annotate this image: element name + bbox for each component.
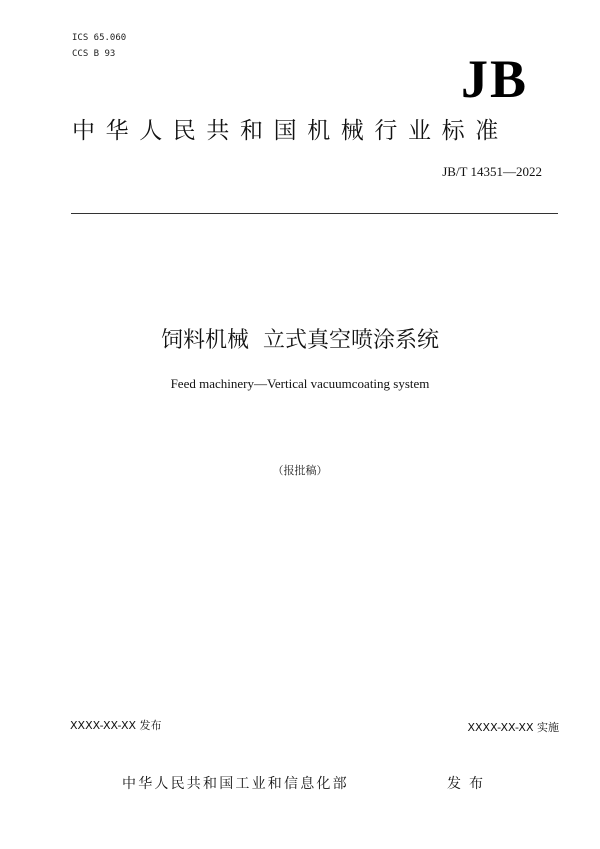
ics-code: ICS 65.060 — [72, 33, 127, 43]
header-divider — [71, 213, 558, 214]
standard-number: JB/T 14351—2022 — [442, 164, 542, 179]
jb-logo: JB — [460, 49, 528, 109]
standard-category-title: 中华人民共和国机械行业标准 — [72, 118, 509, 144]
issue-date: XXXX-XX-XX 发布 — [70, 719, 162, 732]
document-title-en: Feed machinery—Vertical vacuumcoating system — [170, 376, 430, 391]
document-title-cn — [0, 326, 600, 356]
implementation-date: XXXX-XX-XX 实施 — [467, 721, 559, 734]
ccs-code: CCS B 93 — [72, 49, 116, 59]
draft-status: （报批稿） — [272, 464, 328, 477]
document-title-cn-text: 饲料机械 立式真空喷涂系统 — [161, 328, 439, 353]
publisher-name: 中华人民共和国工业和信息化部 — [122, 776, 349, 792]
classification-codes — [72, 30, 126, 62]
publish-label: 发布 — [447, 776, 491, 792]
